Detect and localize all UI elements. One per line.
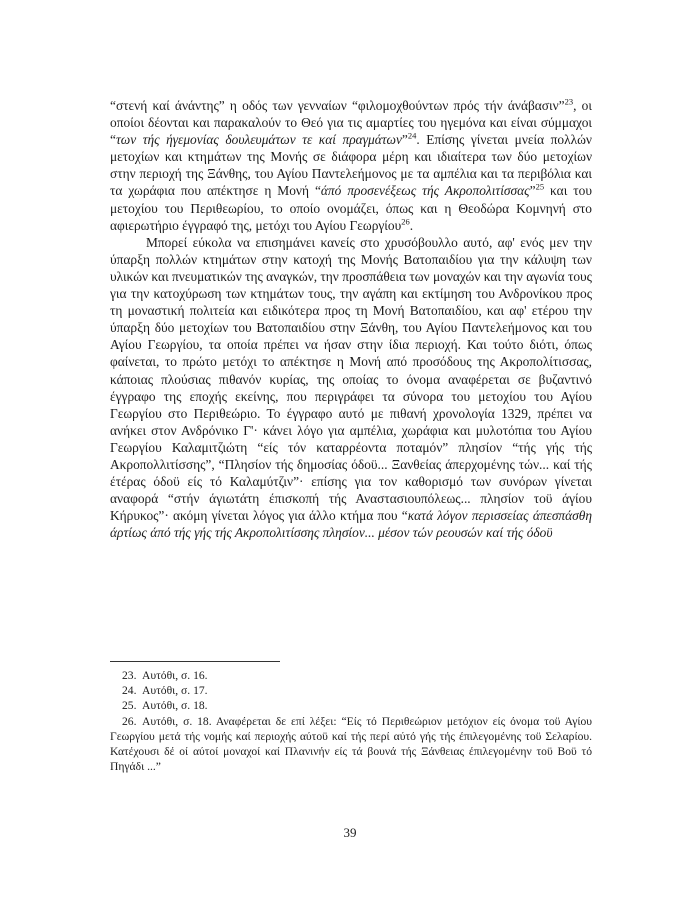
text-run: . Επίσης γίνεται μνεία πολλών μετοχίων και κτημάτων της Μονής σε διάφορα μέρη και ιδιαίτερα των δύο μετοχίων στην περιοχή της Ξάνθης, του Αγίου Παντελεήμονος με τα αμπέλια και τα περιβόλια και τα χωράφια που απέκτησε η Μονή “ — [110, 132, 592, 199]
footnote-text: Αυτόθι, σ. 17. — [142, 684, 208, 698]
footnote-number: 26. — [122, 714, 137, 728]
footnote-number: 23. — [122, 669, 137, 682]
quoted-phrase: άπό προσενέξεως τής Ακροπολιτίσσας — [320, 183, 530, 199]
text-run: ” — [401, 132, 408, 148]
footnote-ref: 24 — [407, 130, 417, 141]
footnote-separator — [110, 661, 280, 662]
paragraph-1 — [110, 97, 592, 234]
quoted-phrase: των τής ήγεμονίας δουλευμάτων τε καί πραγμάτων — [115, 132, 402, 148]
footnote-text: Αυτόθι, σ. 18. Αναφέρεται δε επί λέξει: “Είς τό Περιθεώριον μετόχιον είς όνομα τοϋ Αγίου Γεωργίου μετά τής νομής καί περιοχής αύτοϋ καί τής περί αύτό γής τής έπιλεγομένης τοϋ Σελαρίου. Κατέχουσι δέ οί αύτοί μοναχοί καί Πλανινήν είς τά βουνά τής Ξάνθειας έπιλεγομένην τοϋ Βοϋ τό Πηγάδι ...” — [110, 714, 592, 774]
footnote-ref: 26 — [401, 216, 410, 227]
body-text — [110, 97, 592, 541]
footnote-text: Αυτόθι, σ. 16. — [142, 669, 208, 682]
footnote-26 — [110, 714, 592, 775]
footnote-25 — [110, 698, 592, 713]
footnotes — [110, 668, 592, 774]
footnote-23 — [110, 668, 592, 683]
footnote-24 — [110, 683, 592, 698]
footnote-text: Αυτόθι, σ. 18. — [142, 699, 208, 713]
footnote-number: 24. — [122, 684, 137, 698]
text-run: “στενή καί άνάντης” η οδός των γενναίων “φιλομοχθούντων πρός τήν άνάβασιν” — [110, 98, 565, 113]
quoted-phrase: κατά λόγον περισσείας άπεσπάσθη άρτίως άπό τής γής τής Ακροπολιτίσσης πλησίον... μέσον τών ρεουσών καί τής όδοϋ — [110, 508, 592, 541]
footnote-number: 25. — [122, 699, 137, 713]
page-number: 39 — [343, 825, 357, 840]
text-run: και του μετοχίου του Περιθεωρίου, το οποίο ονομάζει, όπως και η Θεοδώρα Κομνηνή στο αφιερωτήριο έγγραφό της, μετόχι του Αγίου Γεωργίου — [110, 183, 592, 233]
text-run: Μπορεί εύκολα να επισημάνει κανείς στο χρυσόβουλλο αυτό, αφ' ενός μεν την ύπαρξη πολλών κτημάτων στην κατοχή της Μονής Βατοπαιδίου για την κάλυψη των υλικών και πνευματικών της αναγκών, την προσπάθεια των μοναχών και την αγωνία τους για την κατοχύρωση των κτημάτων τους, την αγάπη και εκτίμηση του Ανδρονίκου προς τη μοναστική πολιτεία και ειδικότερα προς τη Μονή Βατοπαιδίου, και αφ' ετέρου την ύπαρξη δύο μετοχίων του Βατοπαιδίου στην Ξάνθη, του Αγίου Παντελεήμονος και του Αγίου Γεωργίου, τα οποία πρέπει να ήσαν στην ίδια περιοχή. Και τούτο διότι, όπως φαίνεται, το πρώτο μετόχι το απέκτησε η Μονή από προσόδους της Ακροπολίτισσας, κάποιας πλούσιας πιθανόν κυρίας, της οποίας το όνομα αναφέρεται σε βυζαντινό έγγραφο της εποχής εκείνης, που περιγράφει τα σύνορα του μετοχίου του Αγίου Γεωργίου στο Περιθεώριο. Το έγγραφο αυτό με πιθανή χρονολογία 1329, πρέπει να ανήκει στον Ανδρόνικο Γ'· κάνει λόγο για αμπέλια, χωράφια και μυλοτόπια του Αγίου Γεωργίου Καλαμιτζιώτη “είς τόν καταρρέοντα ποταμόν” πλησίον “τής γής τής Ακροπολλιτίσσης”, “Πλησίον τής δημοσίας όδοϋ... Ξανθείας άπερχομένης τών... καί τής έτέρας όδοϋ είς τό Καλαμύτζιν”· επίσης για τον καθορισμό των συνόρων γίνεται αναφορά “στήν άγιωτάτη έπισκοπή τής Αναστασιουπόλεως... πλησίον τοϋ άγίου Κήρυκος”· ακόμη γίνεται λόγος για άλλο κτήμα που “ — [110, 234, 592, 524]
text-run: , οι οποίοι δέονται και παρακαλούν το Θεό για τις αμαρτίες του ηγεμόνα και είναι σύμμαχοι “ — [110, 98, 592, 148]
footnote-ref: 25 — [535, 182, 545, 192]
paragraph-2 — [110, 234, 592, 542]
text-run: ” — [529, 183, 536, 199]
footnote-ref: 23 — [564, 96, 574, 107]
text-run: . — [409, 217, 414, 233]
